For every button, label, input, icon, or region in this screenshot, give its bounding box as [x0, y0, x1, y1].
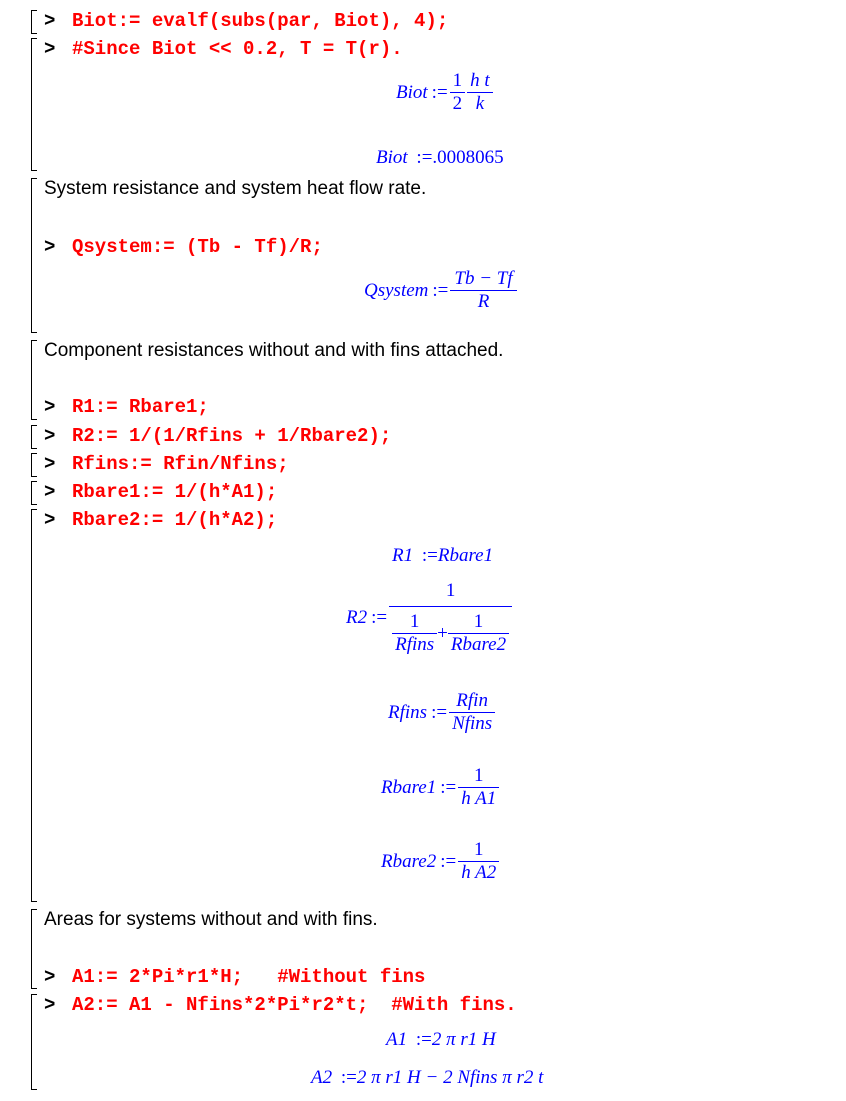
numerator: 1	[448, 611, 509, 634]
group-bracket	[31, 10, 37, 34]
fraction	[467, 70, 493, 115]
section-text: System resistance and system heat flow rate.	[44, 178, 427, 199]
denominator	[448, 634, 509, 656]
assign: :=	[340, 1067, 357, 1088]
denominator	[467, 93, 493, 115]
command-input[interactable]: Qsystem:= (Tb - Tf)/R;	[72, 236, 323, 258]
prompt-symbol: >	[44, 966, 56, 988]
prompt-symbol: >	[44, 425, 56, 447]
lhs: Biot	[376, 147, 408, 168]
group-bracket	[31, 425, 37, 449]
section-text: Component resistances without and with fins attached.	[44, 340, 504, 361]
rhs: Rbare1	[437, 545, 494, 566]
output-rbare1	[381, 765, 499, 810]
num-text: h t	[470, 70, 490, 91]
command-input[interactable]: R1:= Rbare1;	[72, 396, 209, 418]
plus: +	[437, 622, 448, 644]
numerator	[450, 268, 516, 291]
denominator	[449, 713, 495, 735]
lhs: Rbare1	[381, 776, 437, 798]
num-text: Tb − Tf	[454, 268, 513, 289]
fraction	[450, 70, 466, 115]
output-qsystem	[364, 268, 517, 313]
numerator: 1	[389, 580, 512, 607]
group-bracket	[31, 178, 37, 333]
command-input[interactable]: A1:= 2*Pi*r1*H; #Without fins	[72, 966, 426, 988]
lhs: R1	[392, 545, 414, 566]
section-text: Areas for systems without and with fins.	[44, 909, 378, 930]
output-r1	[392, 545, 493, 567]
den-text: Rfins	[395, 634, 435, 655]
assign: :=	[432, 279, 449, 301]
numerator	[467, 70, 493, 93]
command-input[interactable]: A2:= A1 - Nfins*2*Pi*r2*t; #With fins.	[72, 994, 517, 1016]
output-rfins	[388, 690, 495, 735]
denominator	[450, 291, 516, 313]
lhs: Rfins	[388, 701, 428, 723]
fraction	[389, 580, 512, 656]
sum	[392, 611, 509, 656]
prompt-symbol: >	[44, 481, 56, 503]
numerator: 1	[458, 765, 499, 788]
assign: :=	[416, 147, 433, 168]
output-rbare2	[381, 839, 499, 884]
group-bracket	[31, 909, 37, 989]
denominator	[389, 607, 512, 656]
fraction	[458, 765, 499, 810]
command-input[interactable]: #Since Biot << 0.2, T = T(r).	[72, 38, 403, 60]
prompt-symbol: >	[44, 453, 56, 475]
output-a1	[386, 1029, 496, 1051]
den-text: Rbare2	[450, 634, 507, 655]
denominator	[458, 788, 499, 810]
den-text: Nfins	[452, 713, 493, 734]
prompt-symbol: >	[44, 10, 56, 32]
numerator: 1	[458, 839, 499, 862]
command-input[interactable]: Biot:= evalf(subs(par, Biot), 4);	[72, 10, 449, 32]
command-input[interactable]: Rfins:= Rfin/Nfins;	[72, 453, 289, 475]
prompt-symbol: >	[44, 994, 56, 1016]
group-bracket	[31, 340, 37, 420]
numerator: 1	[392, 611, 437, 634]
command-input[interactable]: Rbare1:= 1/(h*A1);	[72, 481, 278, 503]
fraction	[448, 611, 509, 656]
denominator	[458, 862, 499, 884]
group-bracket	[31, 509, 37, 902]
value: .0008065	[432, 147, 504, 168]
lhs: A1	[386, 1029, 408, 1050]
command-input[interactable]: Rbare2:= 1/(h*A2);	[72, 509, 278, 531]
output-biot-value	[376, 147, 504, 169]
assign: :=	[440, 850, 457, 872]
prompt-symbol: >	[44, 509, 56, 531]
fraction	[450, 268, 516, 313]
lhs: Biot	[396, 81, 428, 103]
fraction	[392, 611, 437, 656]
output-a2	[311, 1067, 543, 1089]
denominator: 2	[452, 93, 463, 114]
group-bracket	[31, 994, 37, 1090]
denominator	[392, 634, 437, 656]
num-text: Rfin	[456, 690, 488, 711]
den-text: R	[477, 291, 490, 312]
output-biot-expr	[396, 70, 493, 115]
den-text: h A2	[461, 862, 497, 883]
lhs: Qsystem	[364, 279, 429, 301]
group-bracket	[31, 38, 37, 171]
lhs: Rbare2	[381, 850, 437, 872]
lhs: R2	[346, 607, 368, 628]
numerator: 1	[450, 70, 466, 93]
output-r2	[346, 580, 512, 656]
fraction	[449, 690, 495, 735]
assign: :=	[440, 776, 457, 798]
den-text: k	[475, 93, 485, 114]
rhs: 2 π r1 H	[431, 1029, 496, 1050]
den-text: h A1	[461, 788, 497, 809]
prompt-symbol: >	[44, 396, 56, 418]
prompt-symbol: >	[44, 38, 56, 60]
prompt-symbol: >	[44, 236, 56, 258]
rhs: 2 π r1 H − 2 Nfins π r2 t	[356, 1067, 544, 1088]
group-bracket	[31, 481, 37, 505]
group-bracket	[31, 453, 37, 477]
command-input[interactable]: R2:= 1/(1/Rfins + 1/Rbare2);	[72, 425, 392, 447]
assign: :=	[431, 81, 448, 103]
lhs: A2	[311, 1067, 333, 1088]
assign: :=	[415, 1029, 432, 1050]
assign: :=	[371, 607, 388, 628]
assign: :=	[421, 545, 438, 566]
fraction	[458, 839, 499, 884]
numerator	[449, 690, 495, 713]
assign: :=	[431, 701, 448, 723]
